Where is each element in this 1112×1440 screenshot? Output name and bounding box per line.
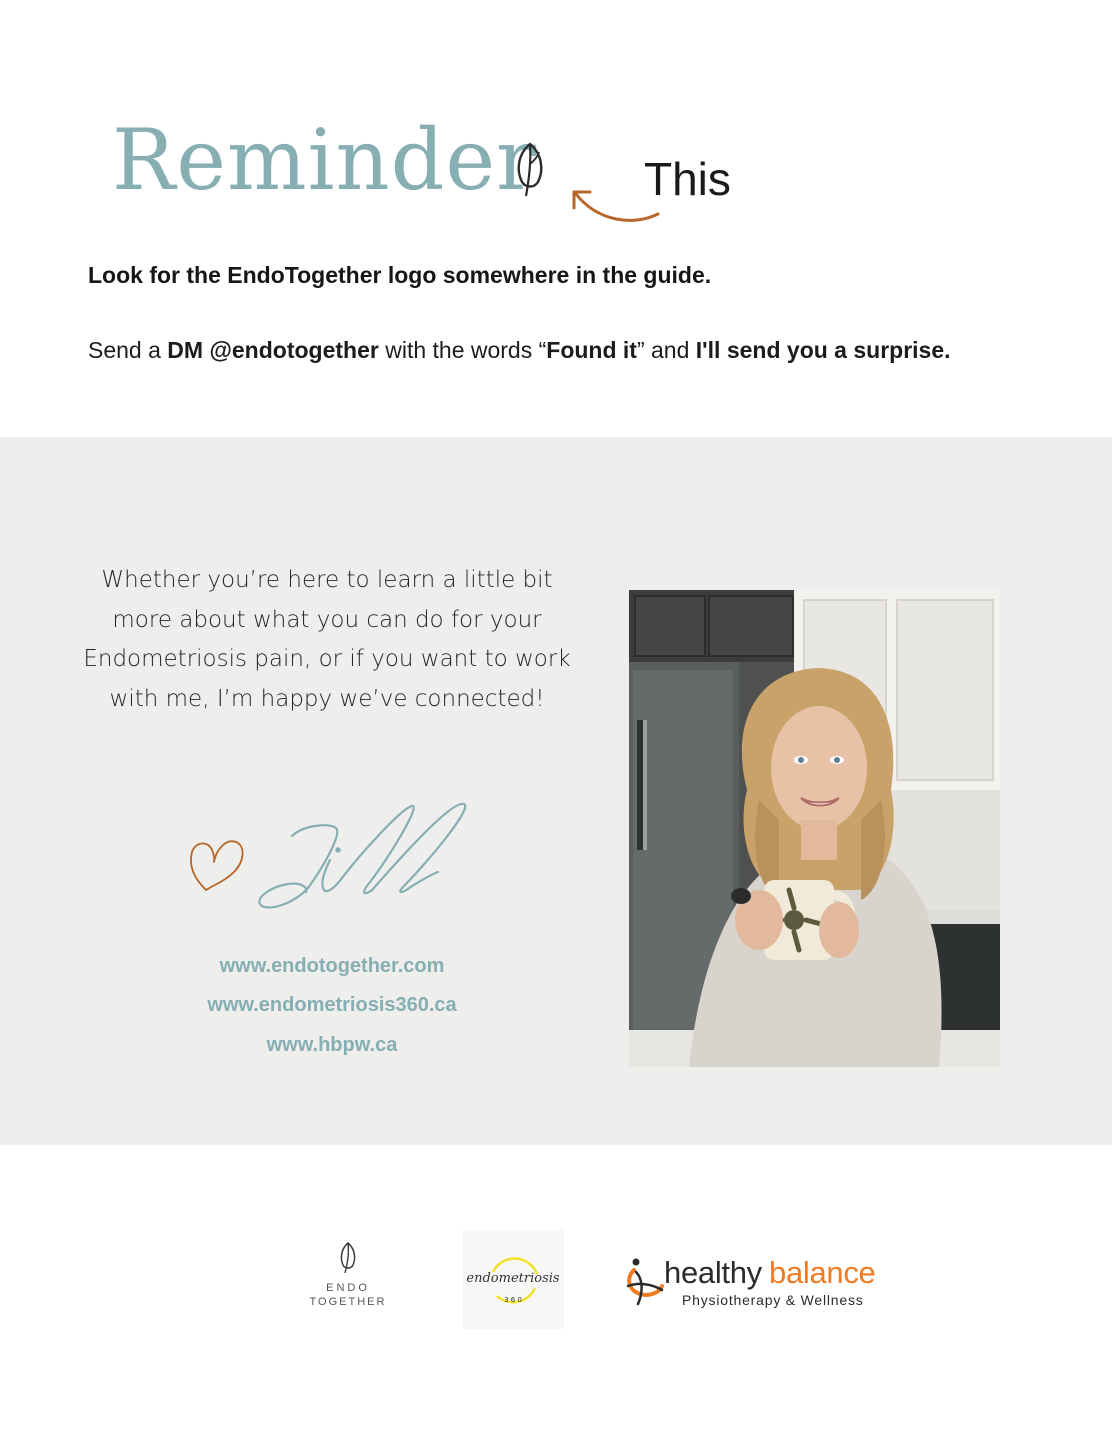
page-title: Reminder [112, 111, 538, 209]
dm-text-3: ” and [636, 337, 696, 363]
healthybalance-swoosh-icon [624, 1256, 668, 1310]
svg-text:endometriosis: endometriosis [466, 1271, 560, 1286]
website-link-endotogether[interactable]: www.endotogether.com [219, 955, 445, 977]
endo-logo-line2: TOGETHER [309, 1296, 387, 1308]
dm-instruction [88, 337, 951, 364]
portrait-photo [629, 590, 1000, 1067]
endo-logo-line1: ENDO [326, 1282, 370, 1294]
dm-promise: I'll send you a surprise. [695, 337, 951, 363]
website-link-endometriosis360[interactable]: www.endometriosis360.ca [207, 994, 457, 1016]
pointer-label: This [644, 153, 731, 205]
leaf-icon [336, 1240, 360, 1276]
signature [252, 796, 488, 916]
dm-text-1: Send a [88, 337, 168, 363]
healthybalance-word-balance: balance [769, 1255, 876, 1290]
heart-icon [186, 832, 250, 896]
endometriosis360-mark [463, 1230, 564, 1329]
healthybalance-word-healthy: healthy [664, 1255, 762, 1290]
leaf-icon [510, 138, 550, 202]
dm-keyword: Found it [546, 337, 637, 363]
dm-handle: DM @endotogether [167, 337, 379, 363]
svg-text:3 6 0: 3 6 0 [504, 1296, 522, 1304]
dm-text-2: with the words “ [378, 337, 547, 363]
instruction-text: Look for the EndoTogether logo somewhere in the guide. [88, 262, 712, 288]
healthybalance-subtitle: Physiotherapy & Wellness [682, 1292, 864, 1308]
intro-paragraph: Whether you’re here to learn a little bit more about what you can do for your Endometriosis pain, or if you want to work with me, I’m happy we’ve connected! [83, 567, 571, 712]
website-link-hbpw[interactable]: www.hbpw.ca [266, 1034, 398, 1056]
